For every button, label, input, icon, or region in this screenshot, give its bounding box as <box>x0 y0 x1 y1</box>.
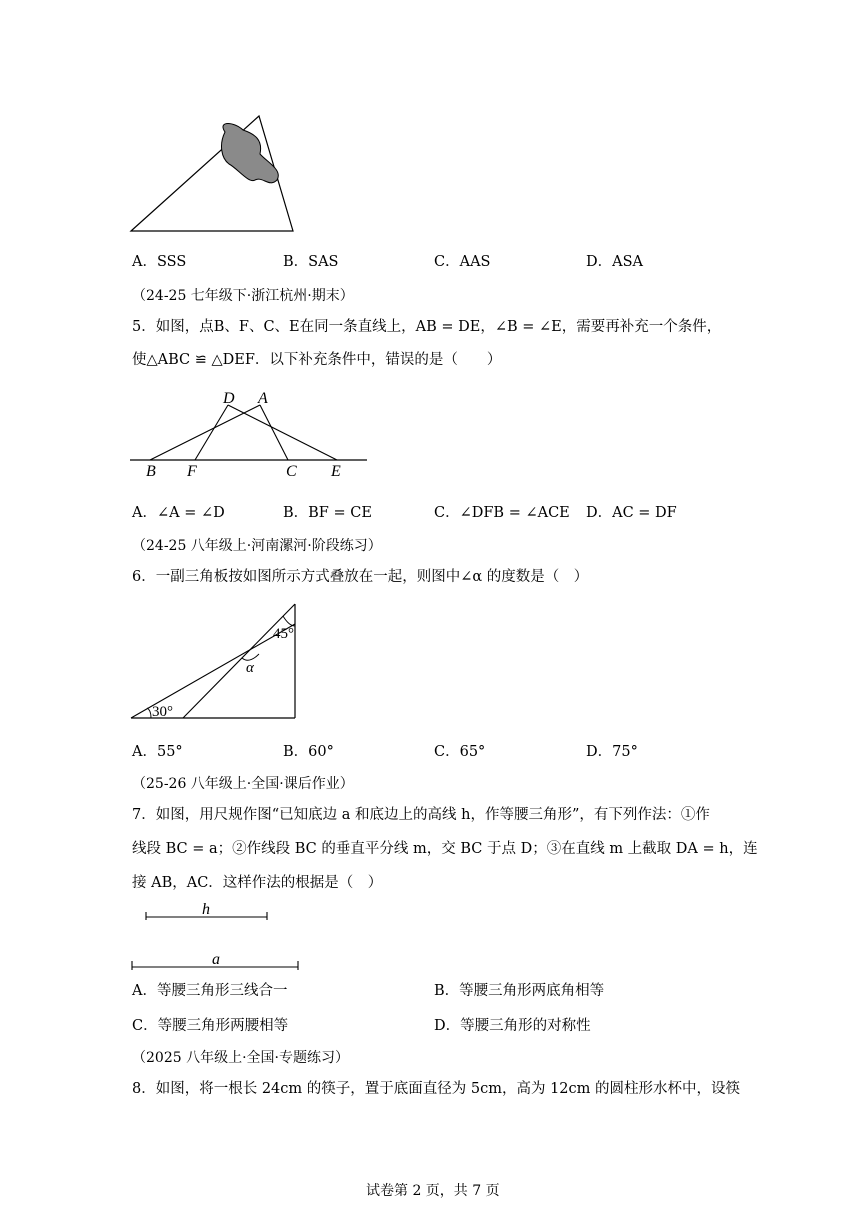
q5-label-a: A <box>258 390 268 407</box>
q5-seg-DE <box>228 405 337 460</box>
q6-option-a: A．55° <box>132 744 183 760</box>
q6-label-alpha: α <box>246 660 254 676</box>
q5-label-c: C <box>286 463 297 480</box>
q5-option-b: B．BF = CE <box>283 505 372 521</box>
q4-option-a: A．SSS <box>132 254 187 270</box>
q7-option-c: C．等腰三角形两腰相等 <box>132 1018 289 1034</box>
q6-source: （24-25 八年级上·河南漯河·阶段练习） <box>132 538 382 554</box>
q6-figure <box>125 598 300 723</box>
q5-figure <box>125 385 375 480</box>
q7-option-d: D．等腰三角形的对称性 <box>434 1018 591 1034</box>
q7-option-a: A．等腰三角形三线合一 <box>132 983 288 999</box>
q6-hypotenuse-45 <box>183 604 295 718</box>
q8-source: （2025 八年级上·全国·专题练习） <box>132 1050 349 1066</box>
q5-label-d: D <box>223 390 235 407</box>
q7-figure <box>125 900 310 972</box>
q5-line2: 使△ABC ≌ △DEF．以下补充条件中，错误的是（ ） <box>132 352 502 368</box>
q4-figure <box>125 110 295 235</box>
q5-option-d: D．AC = DF <box>586 505 677 521</box>
q6-option-c: C．65° <box>434 744 486 760</box>
q5-label-b: B <box>146 463 156 480</box>
q5-line1: 5．如图，点B、F、C、E在同一条直线上，AB = DE，∠B = ∠E，需要再补充一个条件， <box>132 319 722 335</box>
q4-option-b: B．SAS <box>283 254 339 270</box>
q6-line1: 6．一副三角板按如图所示方式叠放在一起，则图中∠α 的度数是（ ） <box>132 569 589 585</box>
q6-label-45: 45° <box>273 626 294 642</box>
q5-label-f: F <box>187 463 197 480</box>
q5-seg-FD <box>195 405 228 460</box>
q5-option-a: A．∠A = ∠D <box>132 505 225 521</box>
q7-option-b: B．等腰三角形两底角相等 <box>434 983 605 999</box>
q8-line1: 8．如图，将一根长 24cm 的筷子，置于底面直径为 5cm，高为 12cm 的圆柱形水杯中，设筷 <box>132 1081 741 1097</box>
q7-line1: 7．如图，用尺规作图“已知底边 a 和底边上的高线 h，作等腰三角形”，有下列作法：①作 <box>132 807 710 823</box>
q6-arc-30 <box>147 708 151 718</box>
q7-line2: 线段 BC = a；②作线段 BC 的垂直平分线 m，交 BC 于点 D；③在直线 m 上截取 DA = h，连 <box>132 841 758 857</box>
q5-source: （24-25 七年级下·浙江杭州·期末） <box>132 288 354 304</box>
q7-label-a: a <box>212 951 220 968</box>
q6-option-d: D．75° <box>586 744 638 760</box>
page-footer: 试卷第 2 页，共 7 页 <box>366 1183 500 1199</box>
q7-label-h: h <box>202 901 210 918</box>
q4-option-c: C．AAS <box>434 254 491 270</box>
q5-option-c: C．∠DFB = ∠ACE <box>434 505 570 521</box>
q4-option-d: D．ASA <box>586 254 644 270</box>
q6-label-30: 30° <box>152 704 173 720</box>
q6-option-b: B．60° <box>283 744 334 760</box>
q7-line3: 接 AB，AC．这样作法的根据是（ ） <box>132 875 383 891</box>
q5-label-e: E <box>331 463 341 480</box>
q5-seg-AC <box>260 405 288 460</box>
q7-source: （25-26 八年级上·全国·课后作业） <box>132 776 354 792</box>
